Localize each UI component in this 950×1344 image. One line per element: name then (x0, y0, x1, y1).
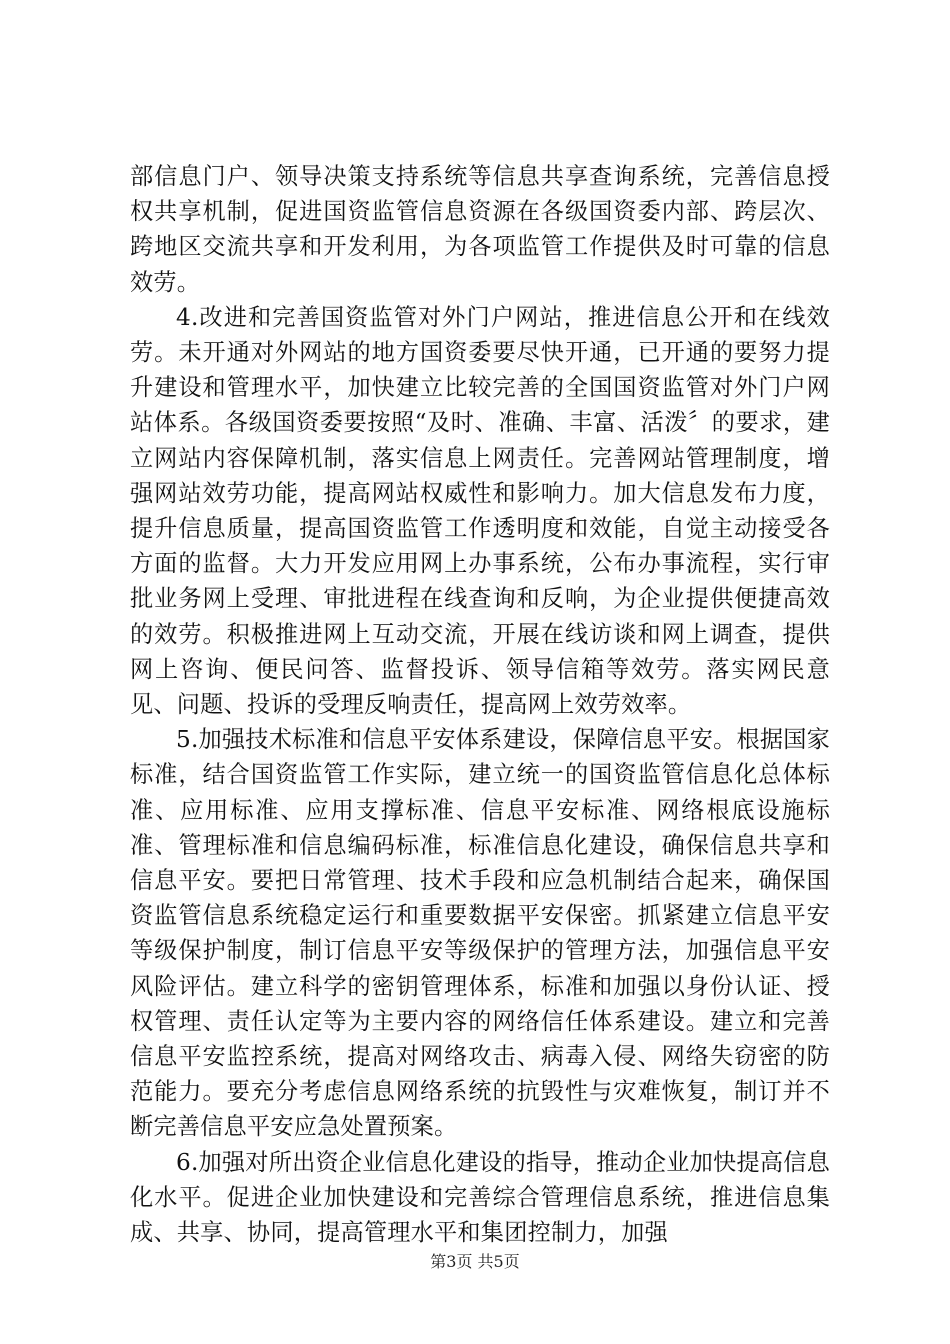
paragraph-continuation: 部信息门户、领导决策支持系统等信息共享查询系统，完善信息授权共享机制，促进国资监管信息资源在各级国资委内部、跨层次、跨地区交流共享和开发利用，为各项监管工作提供及时可靠的信息效劳。 (130, 163, 830, 296)
page-footer: 第3页 共5页 (430, 1252, 520, 1271)
document-body (130, 159, 830, 1250)
paragraph-item-5: 5.加强技术标准和信息平安体系建设，保障信息平安。根据国家标准，结合国资监管工作实际，建立统一的国资监管信息化总体标准、应用标准、应用支撑标准、信息平安标准、网络根底设施标准、管理标准和信息编码标准，标准信息化建设，确保信息共享和信息平安。要把日常管理、技术手段和应急机制结合起来，确保国资监管信息系统稳定运行和重要数据平安保密。抓紧建立信息平安等级保护制度，制订信息平安等级保护的管理方法，加强信息平安风险评估。建立科学的密钥管理体系，标准和加强以身份认证、授权管理、责任认定等为主要内容的网络信任体系建设。建立和完善信息平安监控系统，提高对网络攻击、病毒入侵、网络失窃密的防范能力。要充分考虑信息网络系统的抗毁性与灾难恢复，制订并不断完善信息平安应急处置预案。 (130, 726, 830, 1141)
paragraph-item-4: 4.改进和完善国资监管对外门户网站，推进信息公开和在线效劳。未开通对外网站的地方国资委要尽快开通，已开通的要努力提升建设和管理水平，加快建立比较完善的全国国资监管对外门户网站体系。各级国资委要按照“及时、准确、丰富、活泼〞的要求，建立网站内容保障机制，落实信息上网责任。完善网站管理制度，增强网站效劳功能，提高网站权威性和影响力。加大信息发布力度，提升信息质量，提高国资监管工作透明度和效能，自觉主动接受各方面的监督。大力开发应用网上办事系统，公布办事流程，实行审批业务网上受理、审批进程在线查询和反响，为企业提供便捷高效的效劳。积极推进网上互动交流，开展在线访谈和网上调查，提供网上咨询、便民问答、监督投诉、领导信箱等效劳。落实网民意见、问题、投诉的受理反响责任，提高网上效劳效率。 (130, 303, 830, 719)
paragraph-item-6: 6.加强对所出资企业信息化建设的指导，推动企业加快提高信息化水平。促进企业加快建设和完善综合管理信息系统，推进信息集成、共享、协同，提高管理水平和集团控制力，加强 (130, 1148, 830, 1247)
